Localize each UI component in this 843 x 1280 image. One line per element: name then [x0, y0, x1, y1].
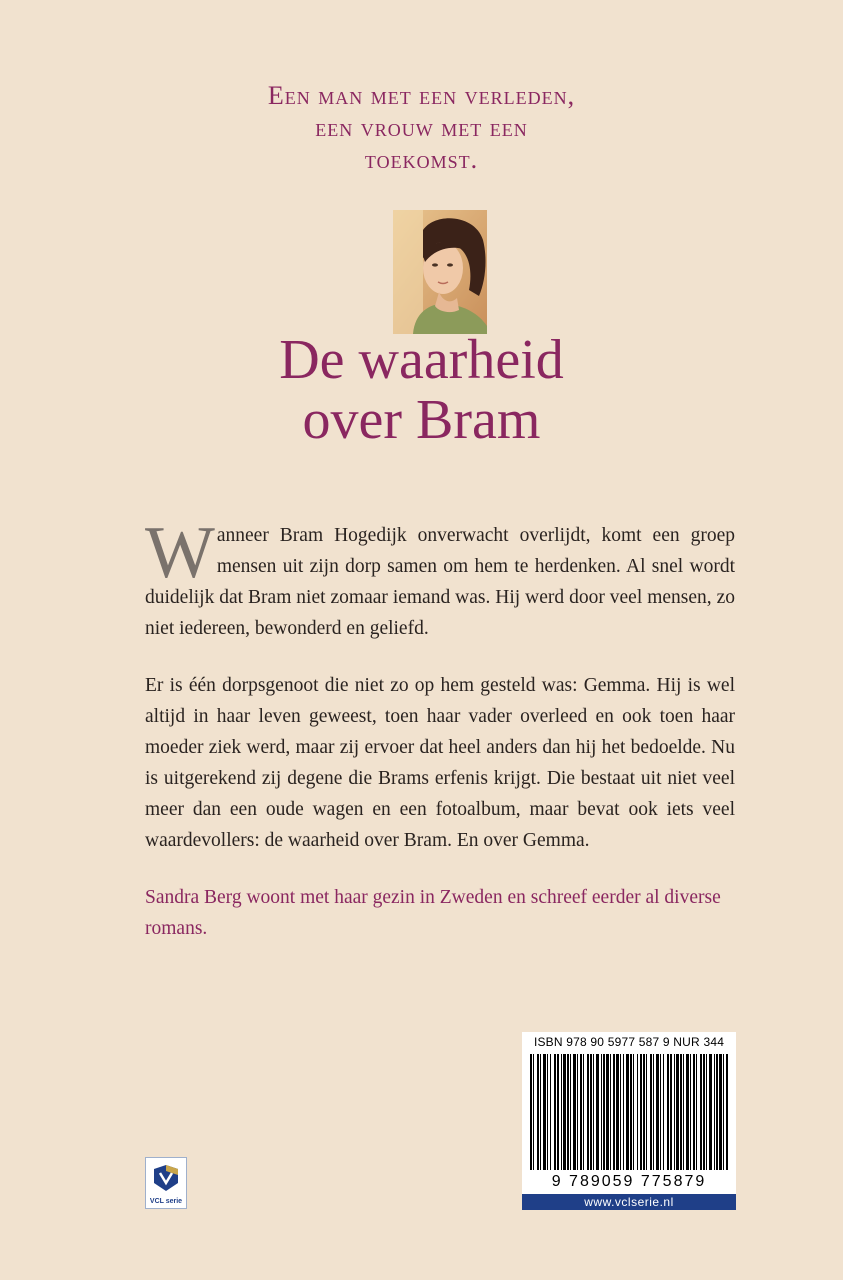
vcl-serie-logo [145, 1157, 187, 1209]
tagline-line-1: Een man met een verleden, [267, 81, 576, 110]
tagline-line-2: een vrouw met een [315, 113, 528, 142]
vcl-logo-icon [146, 1161, 186, 1195]
author-bio: Sandra Berg woont met haar gezin in Zweden en schreef eerder al diverse romans. [145, 887, 721, 939]
isbn-line: ISBN 978 90 5977 587 9 NUR 344 [533, 1035, 725, 1049]
blurb-paragraph-1: Wanneer Bram Hogedijk onverwacht overlijdt, komt een groep mensen uit zijn dorp samen om hem te herdenken. Al snel wordt duidelijk dat Bram niet zomaar iemand was. Hij werd door veel mensen, zo niet iedereen, bewonderd en geliefd. [145, 512, 735, 639]
cover-photo-woman [393, 210, 487, 334]
vcl-logo-label: VCL serie [149, 1198, 183, 1205]
portrait-illustration [393, 210, 487, 334]
tagline-line-3: toekomst. [364, 145, 479, 174]
blurb-paragraph-2: Er is één dorpsgenoot die niet zo op hem gesteld was: Gemma. Hij is wel altijd in haar leven geweest, toen haar vader overleed en ook toen haar moeder ziek werd, maar zij ervoer dat heel anders dan hij het bedoelde. Nu is uitgerekend zij degene die Brams erfenis krijgt. Die bestaat uit niet veel meer dan een oude wagen en een fotoalbum, maar bevat ook iets veel waardevollers: de waarheid over Bram. En over Gemma. [145, 675, 735, 851]
blurb [145, 512, 735, 970]
publisher-url[interactable]: www.vclserie.nl [522, 1194, 736, 1210]
barcode-digits: 9 789059 775879 [522, 1170, 736, 1194]
tagline [0, 80, 843, 176]
book-title-line-2: over Bram [302, 389, 541, 451]
book-title [0, 330, 843, 450]
book-title-line-1: De waarheid [279, 329, 564, 391]
